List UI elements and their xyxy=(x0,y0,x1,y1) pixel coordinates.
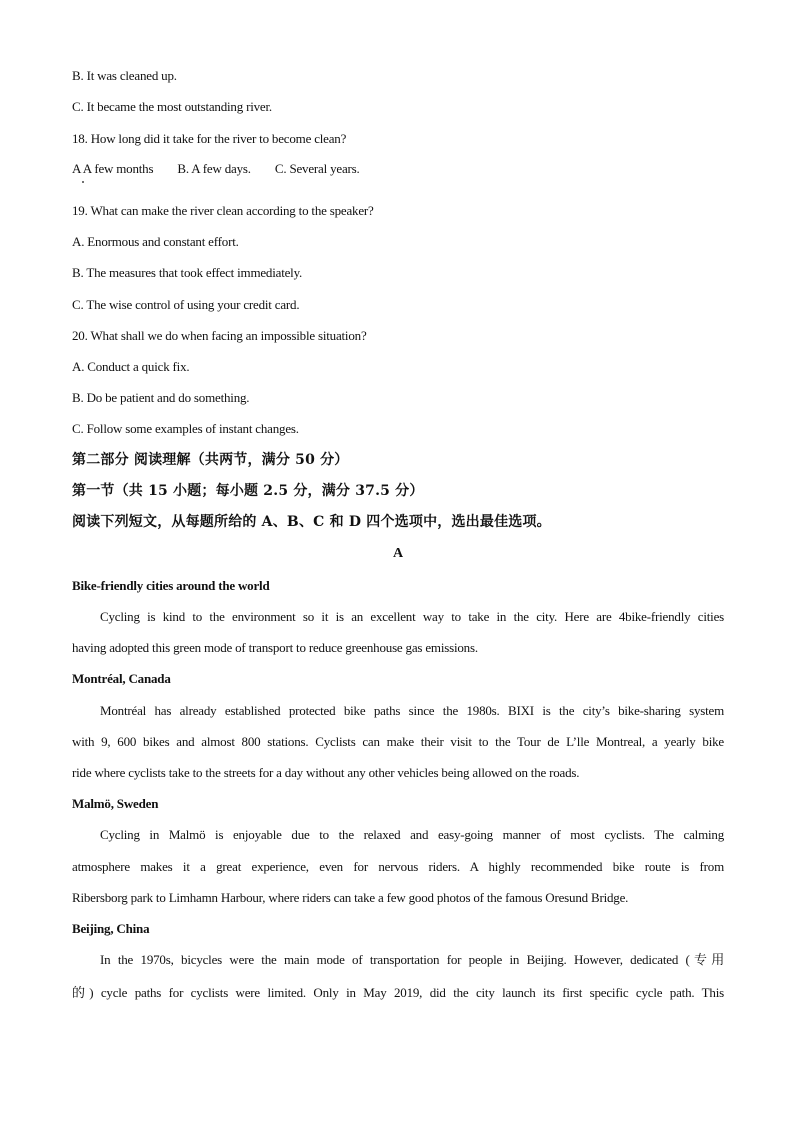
passage-label: A xyxy=(393,546,403,561)
q18-option-c: C. Several years. xyxy=(274,161,360,176)
q20-option-c: C. Follow some examples of instant changes. xyxy=(72,421,299,436)
intro-line-1: Cycling is kind to the environment so it is an excellent way to take in the city. Here are 4bike-friendly cities xyxy=(100,609,724,624)
montreal-line-3: ride where cyclists take to the streets for a day without any other vehicles being allowed on the roads. xyxy=(72,765,580,780)
question-18: 18. How long did it take for the river to become clean? xyxy=(72,131,347,146)
q19-option-a: A. Enormous and constant effort. xyxy=(72,234,239,249)
montreal-line-2: with 9, 600 bikes and almost 800 stations. Cyclists can make their visit to the Tour de L’lle Montreal, a yearly bike xyxy=(72,734,724,749)
montreal-line-1: Montréal has already established protected bike paths since the 1980s. BIXI is the city’s bike-sharing system xyxy=(100,703,724,718)
q17-option-b: B. It was cleaned up. xyxy=(72,68,177,83)
question-19: 19. What can make the river clean according to the speaker? xyxy=(72,203,374,218)
heading-malmo: Malmö, Sweden xyxy=(72,796,159,811)
intro-line-2: having adopted this green mode of transport to reduce greenhouse gas emissions. xyxy=(72,640,478,655)
q17-option-c: C. It became the most outstanding river. xyxy=(72,99,272,114)
q20-option-b: B. Do be patient and do something. xyxy=(72,390,250,405)
heading-montreal: Montréal, Canada xyxy=(72,671,171,686)
malmo-line-2: atmosphere makes it a great experience, even for nervous riders. A highly recommended bike route is from xyxy=(72,859,724,874)
instructions: 阅读下列短文，从每题所给的 A、B、C 和 D 四个选项中，选出最佳选项。 xyxy=(72,514,551,530)
beijing-line-2: 的) cycle paths for cyclists were limited. Only in May 2019, did the city launch its first specific cycle path. This xyxy=(72,985,724,1000)
q19-option-c: C. The wise control of using your credit card. xyxy=(72,297,300,312)
malmo-line-1: Cycling in Malmö is enjoyable due to the relaxed and easy-going manner of most cyclists. The calming xyxy=(100,827,724,842)
q20-option-a: A. Conduct a quick fix. xyxy=(72,359,190,374)
beijing-line-1: In the 1970s, bicycles were the main mode of transportation for people in Beijing. However, dedicated (专用 xyxy=(100,952,724,967)
q18-option-a: A A few months xyxy=(72,161,154,176)
q19-option-b: B. The measures that took effect immediately. xyxy=(72,265,303,280)
passage-title: Bike-friendly cities around the world xyxy=(72,578,270,593)
q18-option-b: B. A few days. xyxy=(177,161,251,176)
question-20: 20. What shall we do when facing an impossible situation? xyxy=(72,328,367,343)
part-heading: 第二部分 阅读理解（共两节，满分 50 分） xyxy=(72,452,349,468)
heading-beijing: Beijing, China xyxy=(72,921,150,936)
section-heading: 第一节（共 15 小题；每小题 2.5 分，满分 37.5 分） xyxy=(72,483,424,499)
malmo-line-3: Ribersborg park to Limhamn Harbour, where riders can take a few good photos of the famous Oresund Bridge. xyxy=(72,890,629,905)
q18-options xyxy=(72,160,381,178)
stray-mark xyxy=(82,181,84,183)
